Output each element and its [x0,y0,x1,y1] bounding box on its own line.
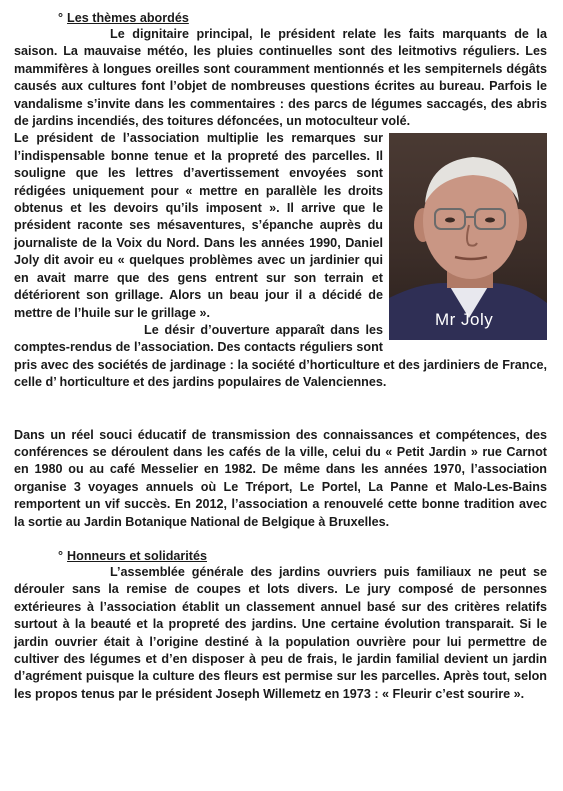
paragraph-weather: Le dignitaire principal, le président relate les faits marquants de la saison. La mauvaise météo, les pluies continuelles sont des leitmotivs réguliers. Les mammifères à longues oreilles sont couramment mentionnés et les sempiternels dégâts causés aux cultures font l’objet de nombreuses questions écrites au bureau. Parfois le vandalisme s’invite dans les commentaires : des parcs de légumes saccagés, des abris de jardins incendiés, des toitures défoncées, un motoculteur volé. [14,27,547,129]
heading-title: Les thèmes abordés [67,11,189,25]
heading-title: Honneurs et solidarités [67,548,208,563]
spacer [14,392,547,410]
document-page [14,10,547,703]
portrait-illustration [389,133,547,340]
heading-bullet: ° [58,548,64,563]
spacer [14,531,547,548]
spacer [14,410,547,427]
heading-bullet: ° [58,11,64,25]
paragraph-assembly: L’assemblée générale des jardins ouvriers puis familiaux ne peut se dérouler sans la remise de coupes et lots divers. Le jury composé de personnes extérieures à l’association établit un classement annuel basé sur des critères relatifs surtout à la beauté et la propreté des jardins. Une certaine évolution transparait. Si le jardin ouvrier était à l’origine destiné à la population ouvrière pour lui permettre de cultiver des légumes et d’en disposer à peu de frais, le jardin familial devient un jardin d’agrément puisque la culture des fleurs est permise sur les parcelles. Après tout, selon les propos tenus par le président Joseph Willemetz en 1973 : « Fleurir c’est sourire ». [14,564,547,701]
paragraph-openness: Le désir d’ouverture apparaît dans les comptes-rendus de l’association. Des contacts réguliers sont pris avec des sociétés de jardinage : la société d’horticulture et des jardiniers de France, celle d’ horticulture et des jardins populaires de Valenciennes. [14,322,547,390]
section-heading-themes [58,10,547,26]
paragraph-president-remarks: Le président de l’association multiplie les remarques sur l’indispensable bonne tenue et la propreté des parcelles. Il souligne que les lettres d’avertissement envoyées sont rédigées uniquement pour « mettre en parallèle les droits obtenus et les devoirs qu’ils imposent ». Il arrive que le président raconte ses mésaventures, s’épanche auprès du journaliste de la Voix du Nord. Dans les années 1990, Daniel Joly dit avoir eu « quelques problèmes avec un jardinier qui en avait marre que des gens entrent sur son terrain et détériorent son grillage. Alors un beau jour il a décidé de mettre de l’huile sur le grillage ». [14,131,383,320]
portrait-photo [389,133,547,340]
photo-caption: Mr Joly [435,310,494,330]
section-heading-honors [58,548,547,564]
paragraph-conferences: Dans un réel souci éducatif de transmission des connaissances et compétences, des conférences se déroulent dans les cafés de la ville, celui du « Petit Jardin » rue Carnot en 1980 ou au café Messelier en 1982. De même dans les années 1970, l’association organise 3 voyages annuels où Le Tréport, Le Portel, La Panne et Malo-Les-Bains remportent un vif succès. En 2012, l’association a renouvelé cette bonne tradition avec la sortie au Jardin Botanique National de Belgique à Bruxelles. [14,427,547,529]
